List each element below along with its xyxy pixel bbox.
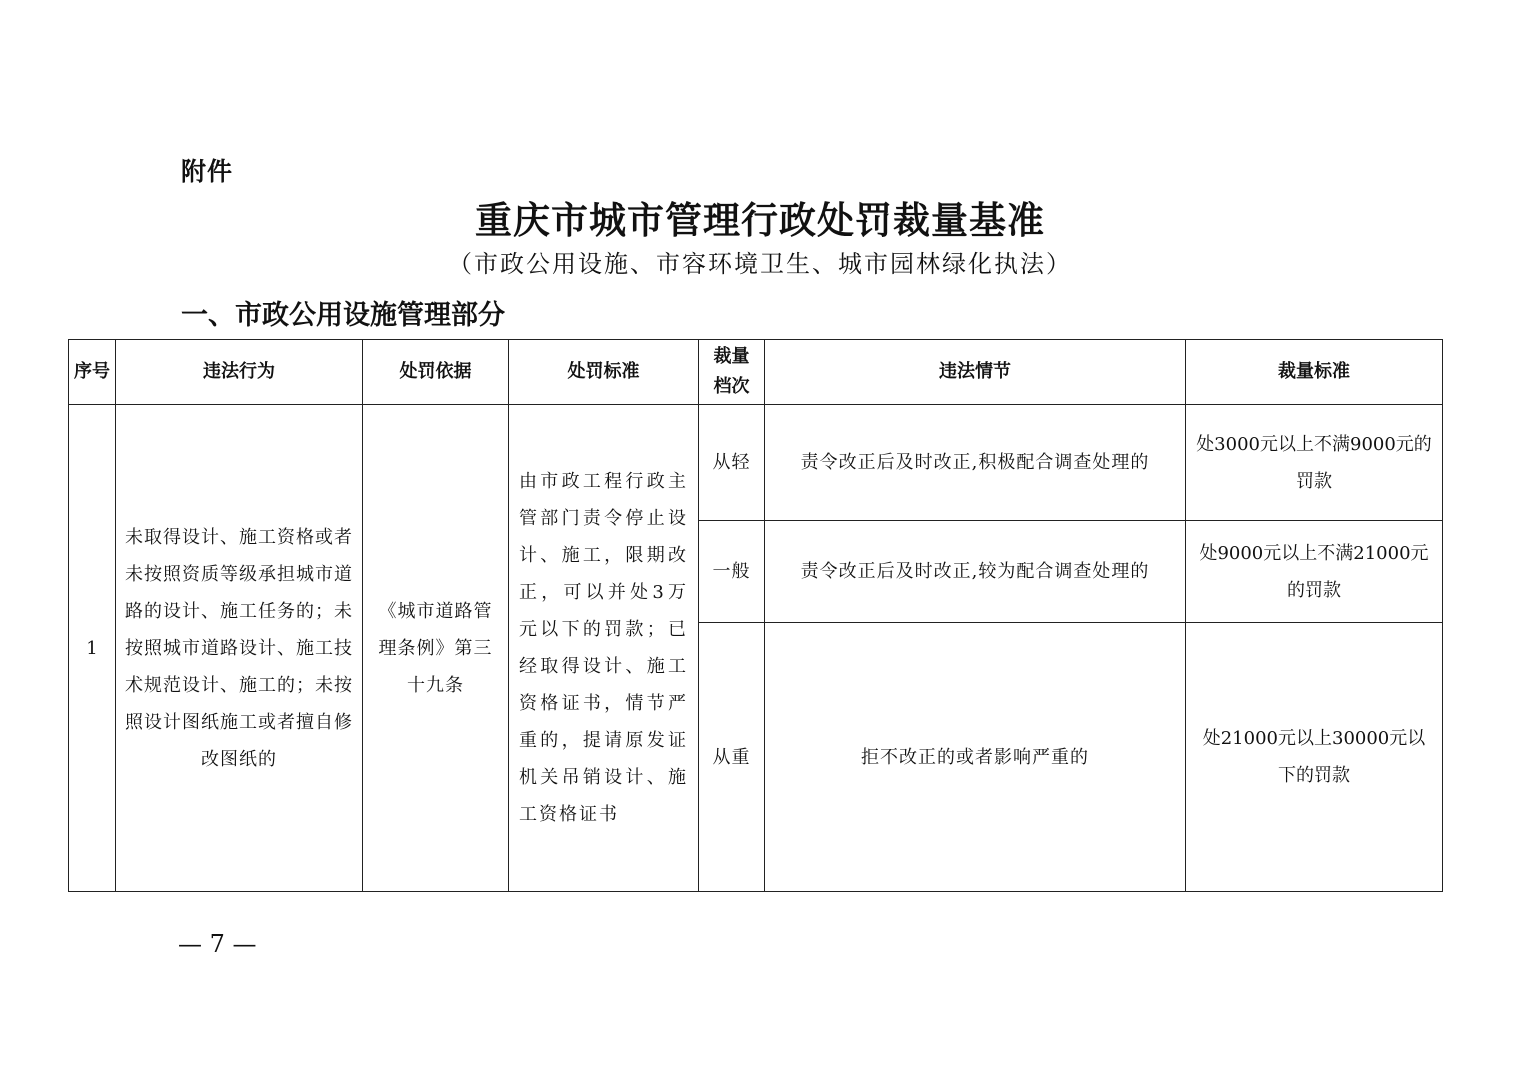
header-level: 裁量档次	[699, 340, 765, 405]
tier-level: 一般	[699, 521, 765, 623]
header-amount: 裁量标准	[1186, 340, 1443, 405]
tier-level: 从重	[699, 623, 765, 892]
row-standard: 由市政工程行政主管部门责令停止设计、施工，限期改正，可以并处3万元以下的罚款；已经取得设计、施工资格证书，情节严重的，提请原发证机关吊销设计、施工资格证书	[509, 405, 699, 892]
section-heading: 一、市政公用设施管理部分	[181, 300, 505, 331]
row-behavior: 未取得设计、施工资格或者未按照资质等级承担城市道路的设计、施工任务的；未按照城市道路设计、施工技术规范设计、施工的；未按照设计图纸施工或者擅自修改图纸的	[116, 405, 363, 892]
table-header-row	[69, 340, 1443, 405]
header-index: 序号	[69, 340, 116, 405]
header-basis: 处罚依据	[363, 340, 509, 405]
document-subtitle: （市政公用设施、市容环境卫生、城市园林绿化执法）	[448, 250, 1072, 278]
attachment-label: 附件	[181, 157, 234, 186]
tier-amount: 处3000元以上不满9000元的罚款	[1186, 405, 1443, 521]
document-title: 重庆市城市管理行政处罚裁量基准	[475, 198, 1045, 242]
header-behavior: 违法行为	[116, 340, 363, 405]
row-basis: 《城市道路管理条例》第三十九条	[363, 405, 509, 892]
penalty-table	[68, 339, 1443, 892]
header-circumstances: 违法情节	[765, 340, 1186, 405]
tier-circumstances: 拒不改正的或者影响严重的	[765, 623, 1186, 892]
tier-amount: 处21000元以上30000元以下的罚款	[1186, 623, 1443, 892]
tier-level: 从轻	[699, 405, 765, 521]
header-standard: 处罚标准	[509, 340, 699, 405]
row-index: 1	[69, 405, 116, 892]
tier-circumstances: 责令改正后及时改正,较为配合调查处理的	[765, 521, 1186, 623]
table-row	[69, 405, 1443, 521]
tier-circumstances: 责令改正后及时改正,积极配合调查处理的	[765, 405, 1186, 521]
tier-amount: 处9000元以上不满21000元的罚款	[1186, 521, 1443, 623]
page-number: — 7 —	[178, 930, 257, 958]
